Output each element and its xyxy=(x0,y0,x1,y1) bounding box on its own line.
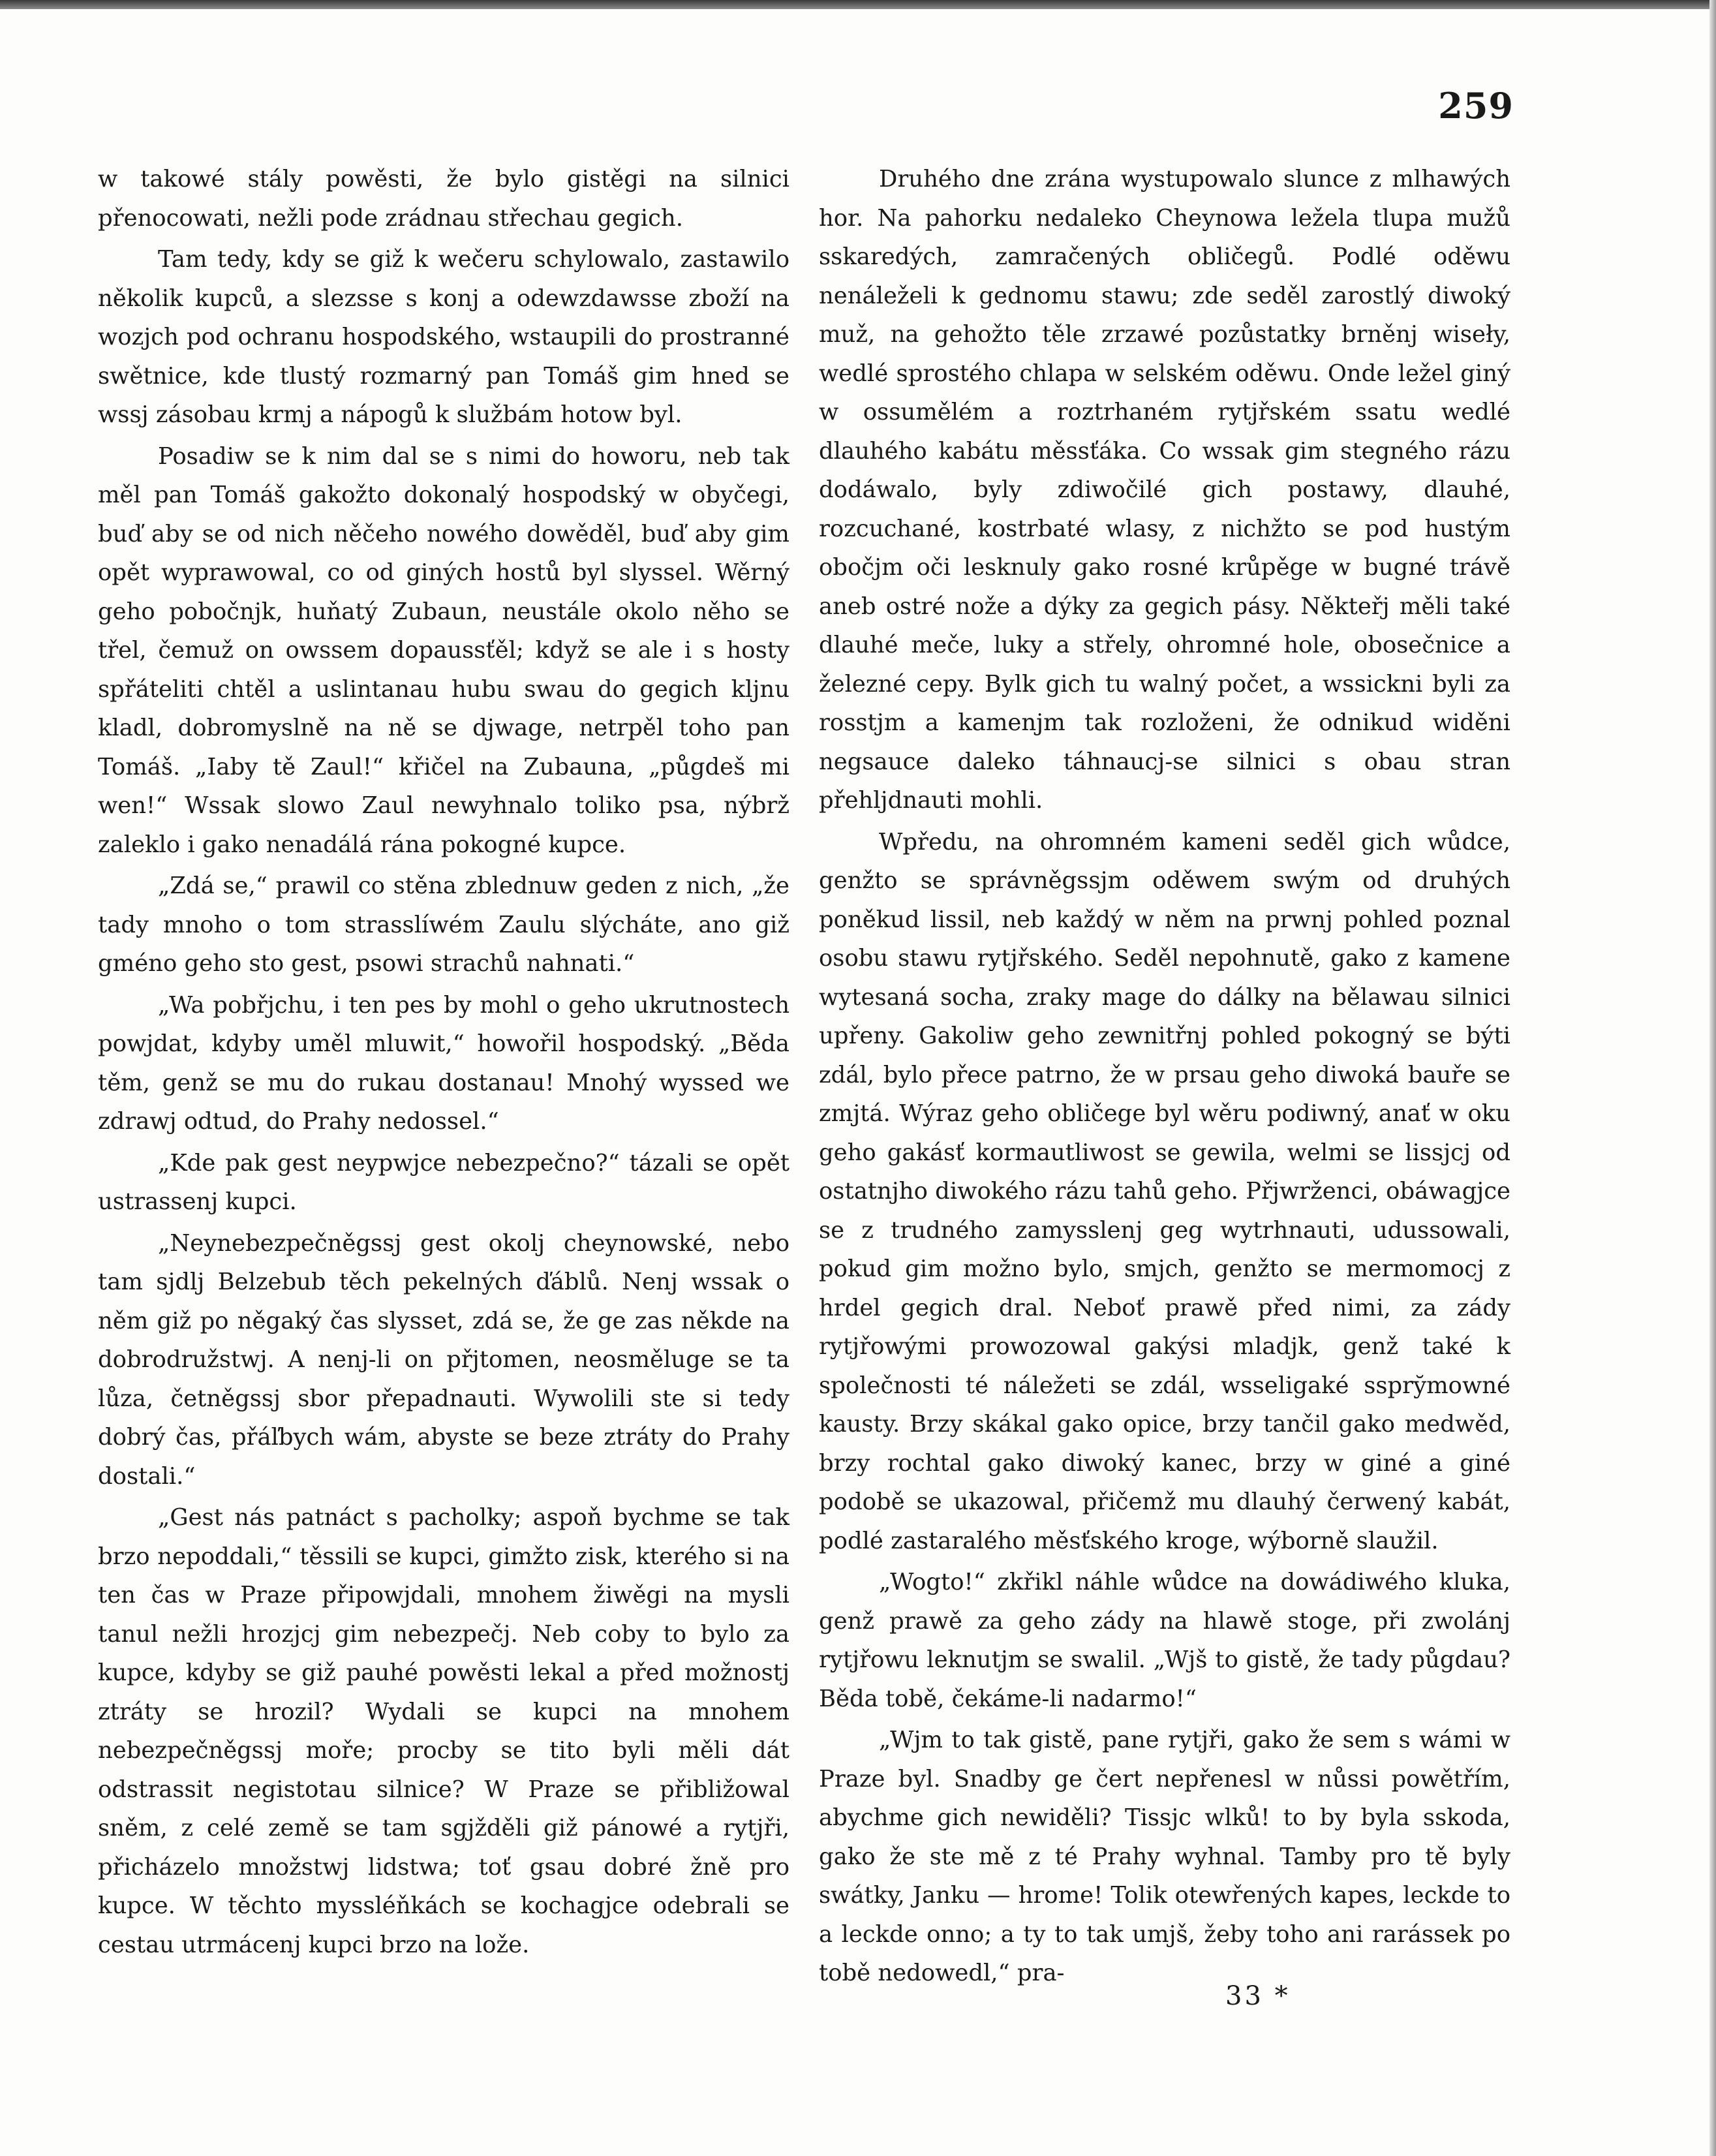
paragraph: „Wa pobřjchu, i ten pes by mohl o geho ukrutnostech powjdat, kdyby uměl mluwit,“ howořil hospodský. „Běda těm, genž se mu do rukau dostanau! Mnohý wyssed we zdrawj odtud, do Prahy nedossel.“ xyxy=(98,991,789,1135)
scan-right-edge xyxy=(1709,0,1716,2156)
paragraph: „Zdá se,“ prawil co stěna zblednuw geden z nich, „že tady mnoho o tom strasslíwém Zaulu slýcháte, ano giž gméno geho sto gest, psowi strachů nahnati.“ xyxy=(98,872,789,977)
paragraph: „Wogto!“ zkřikl náhle wůdce na dowádiwého kluka, genž prawě za geho zády na hlawě stoge, při zwolánj rytjřowu leknutjm se swalil. „Wjš to gistě, že tady půgdau? Běda tobě, čekáme-li nadarmo!“ xyxy=(819,1569,1510,1712)
paragraph: „Gest nás patnáct s pacholky; aspoň bychme se tak brzo nepoddali,“ těssili se kupci, gimžto zisk, kterého si na ten čas w Praze připowjdali, mnohem žiwěgi na mysli tanul nežli hrozjcj gim nebezpečj. Neb coby to bylo za kupce, kdyby se giž pauhé powěsti lekal a před možnostj ztráty se hrozil? Wydali se kupci na mnohem nebezpečněgssj moře; procby se tito byli měli dát odstrassit negistotau silnice? W Praze se přibližowal sněm, z celé země se tam sgjžděli giž pánowé a rytjři, přicházelo množstwj lidstwa; toť gsau dobré žně pro kupce. W těchto myssléňkách se kochagjce odebrali se cestau utrmácenj kupci brzo na lože. xyxy=(98,1504,789,1958)
paragraph: Druhého dne zrána wystupowalo slunce z mlhawých hor. Na pahorku nedaleko Cheynowa ležela tlupa mužů sskaredých, zamračených obličegů. Podlé oděwu nenáleželi k gednomu stawu; zde seděl zarostlý diwoký muž, na gehožto těle zrzawé pozůstatky brněnj wiseły, wedlé sprostého chlapa w selském oděwu. Onde ležel giný w ossumělém a roztrhaném rytjřském ssatu wedlé dlauhého kabátu měssťáka. Co wssak gim stegného rázu dodáwalo, byly zdiwočilé gich postawy, dlauhé, rozcuchané, kostrbaté wlasy, z nichžto se pod hustým obočjm oči lesknuly gako rosné krůpěge w bugné trávě aneb ostré nože a dýky za gegich pásy. Někteřj měli také dlauhé meče, luky a střely, ohromné hole, obosečnice a železné cepy. Bylk gich tu walný počet, a wssickni byli za rosstjm a kamenjm tak rozloženi, že odnikud widěni negsauce daleko táhnaucj-se silnici s obau stran přehljdnauti mohli. xyxy=(819,166,1510,814)
paragraph: Tam tedy, kdy se giž k wečeru schylowalo, zastawilo několik kupců, a slezsse s konj a odewzdawsse zboží na wozjch pod ochranu hospodského, wstaupili do prostranné swětnice, kde tlustý rozmarný pan Tomáš gim hned se wssj zásobau krmj a nápogů k službám hotow byl. xyxy=(98,246,789,428)
right-column xyxy=(819,160,1510,1993)
scan-top-edge xyxy=(0,0,1716,9)
paragraph: „Kde pak gest neypwjce nebezpečno?“ tázali se opět ustrassenj kupci. xyxy=(98,1149,789,1215)
paragraph: „Neynebezpečněgssj gest okolj cheynowské, nebo tam sjdlj Belzebub těch pekelných ďáblů. Nenj wssak o něm giž po něgaký čas slysset, zdá se, že ge zas někde na dobrodružstwj. A nenj-li on přjtomen, neosmělugе se ta lůza, četněgssj sbor přepadnauti. Wywolili ste si tedy dobrý čas, přáľbych wám, abyste se beze ztráty do Prahy dostali.“ xyxy=(98,1229,789,1490)
paragraph: w takowé stály powěsti, že bylo gistěgi na silnici přenocowati, nežli pode zrádnau střechau gegich. xyxy=(98,166,789,232)
paragraph: Posadiw se k nim dal se s nimi do howoru, neb tak měl pan Tomáš gakožto dokonalý hospodský w obyčegi, buď aby se od nich něčeho nowého dowěděl, buď aby gim opět wyprawowal, co od giných hostů byl slyssel. Wěrný geho pobočnjk, huňatý Zubaun, neustále okolo něho se třel, čemuž on owssem dopaussťěl; když se ale i s hosty spřáteliti chtěl a uslintanau hubu swau do gegich kljnu kladl, dobromyslně na ně se djwage, netrpěl toho pan Tomáš. „Iaby tě Zaul!“ křičel na Zubauna, „půgdeš mi wen!“ Wssak slowo Zaul newyhnalo toliko psa, nýbrž zaleklo i gako nenadálá rána pokogné kupce. xyxy=(98,442,789,858)
paragraph: Wpředu, na ohromném kameni seděl gich wůdce, genžto se správněgssjm oděwem swým od druhých poněkud lissil, neb každý w něm na prwnj pohled poznal osobu stawu rytjřského. Seděl nepohnutě, gako z kamene wytesaná socha, zraky mage do dálky na bělawau silnici upřeny. Gakoliw geho zewnitřnj pohled pokogný se býti zdál, bylo přece patrno, že w prsau geho diwoká bauře se zmjtá. Wýraz geho obličege byl wěru podiwný, anať w oku geho gakásť kormautliwost se gewila, welmi se lissjcj od ostatnjho diwokého rázu tahů geho. Přjwrženci, obáwagjce se z trudného zamysslenj geg wytrhnauti, udussowali, pokud gim možno bylo, smjch, genžto se mermomocj z hrdel gegich dral. Neboť prawě před nimi, za zády rytjřowými prowozowal gakýsi mladjk, genž také k společnosti té náležeti se zdál, wsseligaké sspry̆mowné kausty. Brzy skákal gako opice, brzy tančil gako medwěd, brzy rochtal gako diwoký kanec, brzy w giné a giné podobě se ukazowal, přičemž mu dlauhý čerwený kabát, podlé zastaralého měsťského kroge, wýborně slaužil. xyxy=(819,828,1510,1554)
paragraph: „Wjm to tak gistě, pane rytjři, gako že sem s wámi w Praze byl. Snadby ge čert nepřenesl w nůssi powětřím, abychme gich newiděli? Tissjc wlků! to by byla sskoda, gako že ste mě z té Prahy wyhnal. Tamby pro tě byly swátky, Janku — hrome! Tolik otewřených kapes, leckde to a leckde onno; a ty to tak umjš, žeby toho ani rarássek po tobě nedowedl,“ pra- xyxy=(819,1727,1510,1986)
left-column xyxy=(98,160,789,1964)
printer-signature-mark: 33 * xyxy=(1225,1981,1291,2011)
page-number: 259 xyxy=(1438,85,1514,127)
